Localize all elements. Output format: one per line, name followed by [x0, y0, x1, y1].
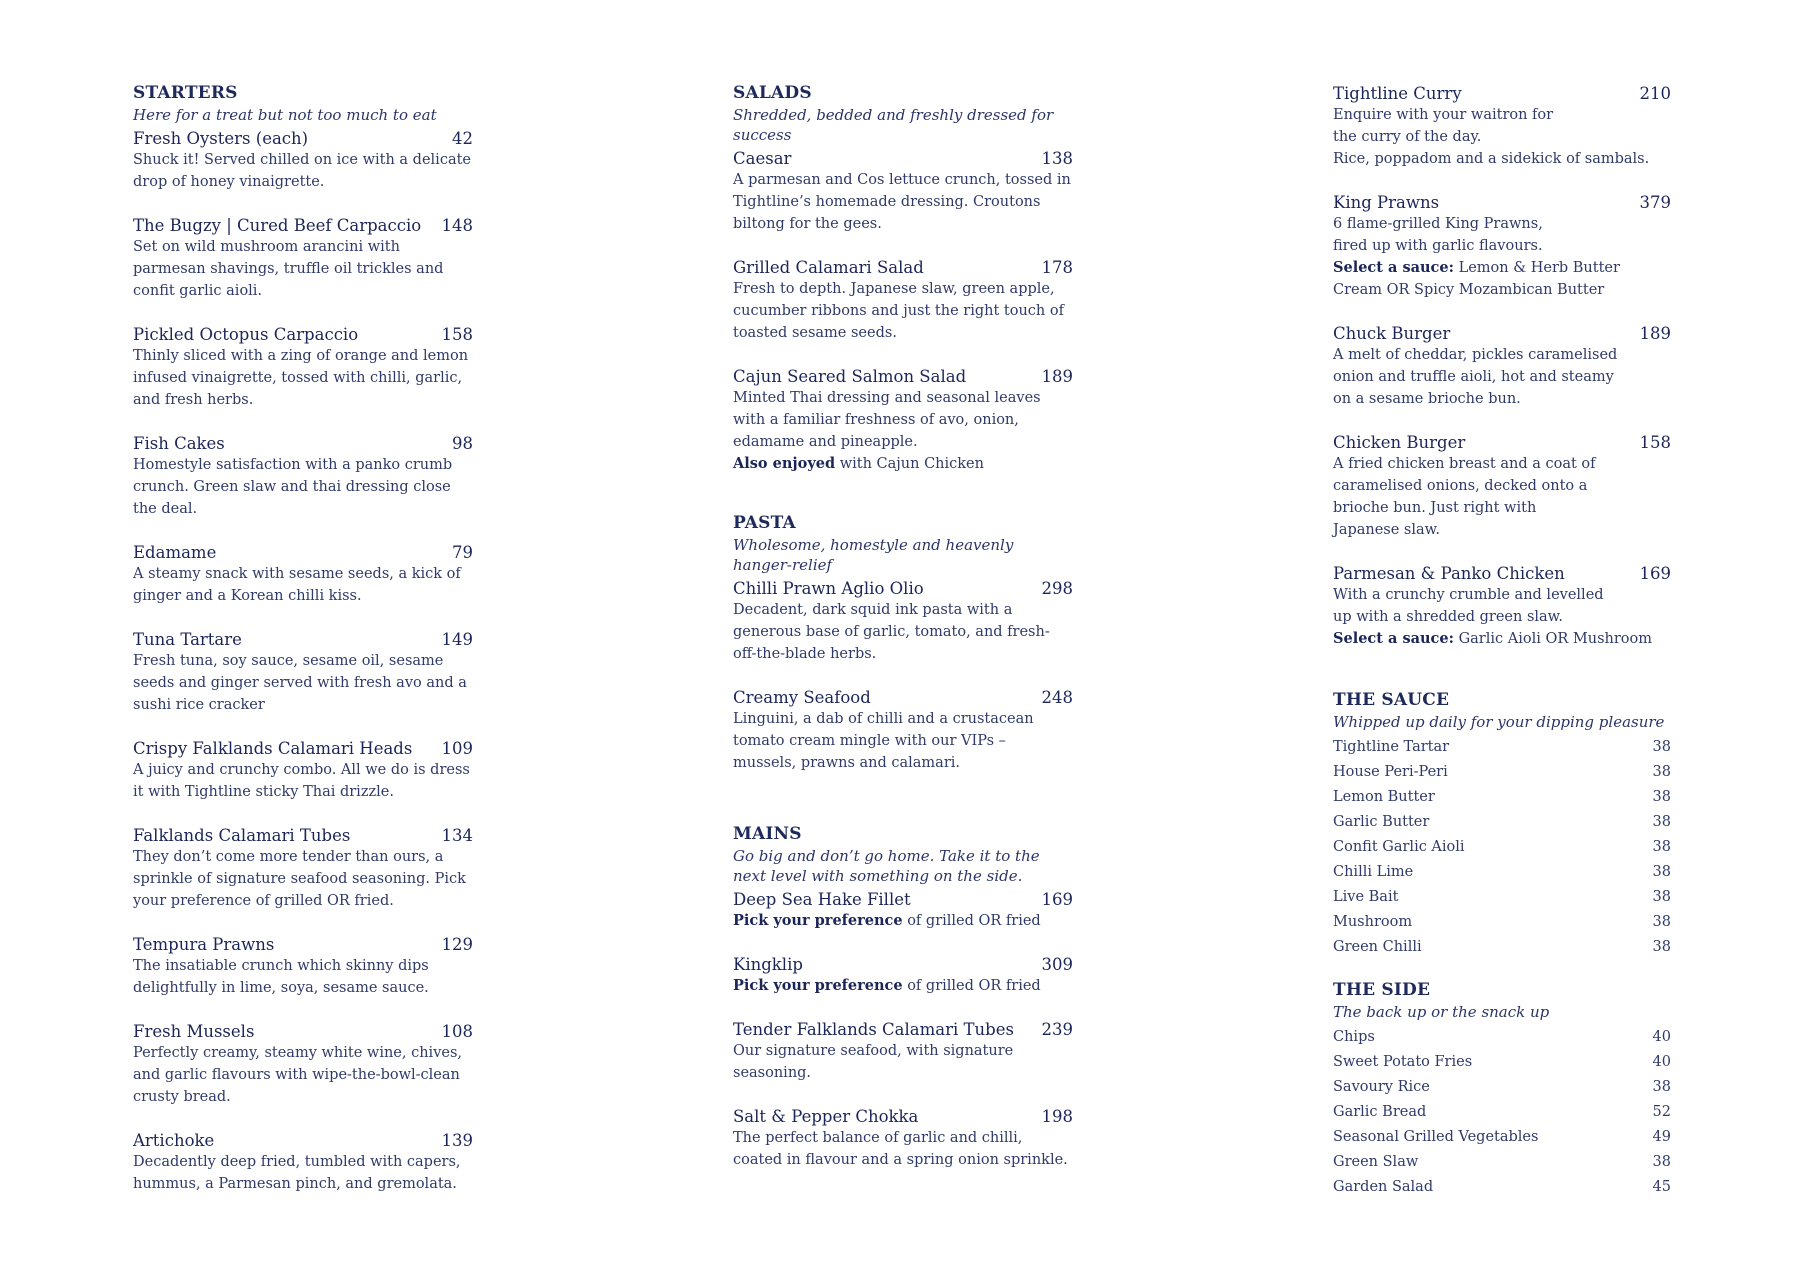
item-price: 309	[1041, 955, 1073, 974]
item-description: A melt of cheddar, pickles caramelised onion and truffle aioli, hot and steamy on a sesame brioche bun.	[1333, 347, 1618, 407]
list-item	[1333, 785, 1671, 810]
item-price: 38	[1652, 739, 1671, 755]
section-subtitle: Whipped up daily for your dipping pleasure	[1333, 713, 1665, 731]
item-price: 49	[1652, 1129, 1671, 1145]
menu-item	[733, 687, 1073, 774]
section-subtitle: Go big and don’t go home. Take it to the next level with something on the side.	[733, 847, 1040, 885]
menu-item	[733, 148, 1073, 235]
section-title: THE SAUCE	[1333, 690, 1450, 710]
item-price: 178	[1041, 258, 1073, 277]
item-name: Chilli Lime	[1333, 864, 1414, 880]
list-item	[1333, 910, 1671, 935]
item-price: 169	[1639, 564, 1671, 583]
item-description: The perfect balance of garlic and chilli, coated in flavour and a spring onion sprinkle.	[733, 1130, 1068, 1168]
list-item	[1333, 735, 1671, 760]
item-name: Fresh Mussels	[133, 1022, 255, 1041]
item-name: Chilli Prawn Aglio Olio	[733, 579, 924, 598]
item-name: Falklands Calamari Tubes	[133, 826, 351, 845]
item-name: Fish Cakes	[133, 434, 225, 453]
menu-item	[133, 215, 473, 302]
list-item	[1333, 1025, 1671, 1050]
note-text: Garlic Aioli OR Mushroom	[1453, 631, 1652, 647]
item-description: A fried chicken breast and a coat of caramelised onions, decked onto a brioche bun. Just right with Japanese slaw.	[1333, 456, 1596, 538]
list-item	[1333, 810, 1671, 835]
item-name: Chuck Burger	[1333, 324, 1451, 343]
menu-item	[133, 1130, 473, 1195]
note-text: of grilled OR fried	[902, 978, 1041, 994]
item-name: Artichoke	[133, 1131, 215, 1150]
note-label: Pick your preference	[733, 977, 903, 994]
item-name: Tightline Curry	[1333, 84, 1462, 103]
note-label: Pick your preference	[733, 912, 903, 929]
item-price: 38	[1652, 939, 1671, 955]
menu-item	[733, 257, 1073, 344]
menu-item	[133, 128, 473, 193]
item-price: 189	[1041, 367, 1073, 386]
menu-item	[133, 1021, 473, 1108]
item-name: Garden Salad	[1333, 1179, 1434, 1195]
item-description: 6 flame-grilled King Prawns, fired up with garlic flavours.	[1333, 216, 1543, 254]
item-price: 149	[441, 630, 473, 649]
item-description: The insatiable crunch which skinny dips delightfully in lime, soya, sesame sauce.	[133, 958, 429, 996]
item-description: Minted Thai dressing and seasonal leaves with a familiar freshness of avo, onion, edamame and pineapple.	[733, 390, 1041, 450]
section-subtitle: The back up or the snack up	[1333, 1003, 1550, 1021]
item-description: Enquire with your waitron for the curry of the day.	[1333, 107, 1554, 145]
item-name: Edamame	[133, 543, 217, 562]
section-title: STARTERS	[133, 83, 238, 103]
item-description: Linguini, a dab of chilli and a crustacean tomato cream mingle with our VIPs – mussels, prawns and calamari.	[733, 711, 1034, 771]
item-name: Tuna Tartare	[133, 630, 242, 649]
item-name: Confit Garlic Aioli	[1333, 839, 1465, 855]
menu-item	[1333, 192, 1671, 301]
item-price: 40	[1652, 1054, 1671, 1070]
item-description: Set on wild mushroom arancini with parmesan shavings, truffle oil trickles and confit garlic aioli.	[133, 239, 444, 299]
item-note	[733, 975, 1073, 997]
item-price: 138	[1041, 149, 1073, 168]
item-price: 38	[1652, 839, 1671, 855]
item-description: Perfectly creamy, steamy white wine, chives, and garlic flavours with wipe-the-bowl-clean crusty bread.	[133, 1045, 463, 1105]
item-price: 248	[1041, 688, 1073, 707]
menu-item	[733, 889, 1073, 932]
note-text: of grilled OR fried	[902, 913, 1041, 929]
item-name: Garlic Bread	[1333, 1104, 1427, 1120]
menu-item	[133, 738, 473, 803]
item-name: Salt & Pepper Chokka	[733, 1107, 919, 1126]
menu-item	[733, 1106, 1073, 1171]
column-starters	[133, 83, 473, 1195]
item-description: A parmesan and Cos lettuce crunch, tossed in Tightline’s homemade dressing. Croutons biltong for the gees.	[733, 172, 1071, 232]
item-name: House Peri-Peri	[1333, 764, 1448, 780]
item-name: Crispy Falklands Calamari Heads	[133, 739, 413, 758]
item-name: Green Slaw	[1333, 1154, 1419, 1170]
item-description-extra: Rice, poppadom and a sidekick of sambals.	[1333, 151, 1650, 167]
item-note	[733, 453, 1073, 475]
section-title: SALADS	[733, 83, 812, 103]
item-price: 38	[1652, 814, 1671, 830]
section-pasta	[733, 513, 1073, 774]
item-name: Pickled Octopus Carpaccio	[133, 325, 359, 344]
item-name: Tender Falklands Calamari Tubes	[733, 1020, 1014, 1039]
list-item	[1333, 1050, 1671, 1075]
item-note	[1333, 257, 1671, 301]
item-price: 158	[1639, 433, 1671, 452]
item-description: Shuck it! Served chilled on ice with a delicate drop of honey vinaigrette.	[133, 152, 471, 190]
menu-item	[733, 366, 1073, 475]
section-title: PASTA	[733, 513, 796, 533]
item-price: 52	[1652, 1104, 1671, 1120]
note-label: Also enjoyed	[733, 455, 836, 472]
list-item	[1333, 885, 1671, 910]
item-price: 298	[1041, 579, 1073, 598]
item-name: Garlic Butter	[1333, 814, 1430, 830]
item-price: 139	[441, 1131, 473, 1150]
section-sauce	[1333, 690, 1671, 960]
item-price: 45	[1652, 1179, 1671, 1195]
menu-item	[1333, 83, 1671, 170]
item-name: The Bugzy | Cured Beef Carpaccio	[133, 216, 422, 235]
item-price: 169	[1041, 890, 1073, 909]
item-description: They don’t come more tender than ours, a sprinkle of signature seafood seasoning. Pick your preference of grilled OR fried.	[133, 849, 466, 909]
item-price: 189	[1639, 324, 1671, 343]
list-item	[1333, 935, 1671, 960]
section-title: MAINS	[733, 824, 802, 844]
item-description: Decadent, dark squid ink pasta with a generous base of garlic, tomato, and fresh-off-the-blade herbs.	[733, 602, 1050, 662]
menu-item	[133, 542, 473, 607]
item-description: With a crunchy crumble and levelled up with a shredded green slaw.	[1333, 587, 1604, 625]
item-name: Cajun Seared Salmon Salad	[733, 367, 967, 386]
item-price: 210	[1639, 84, 1671, 103]
list-item	[1333, 760, 1671, 785]
column-salads-pasta-mains	[733, 83, 1073, 1171]
item-name: King Prawns	[1333, 193, 1440, 212]
menu-item	[1333, 432, 1671, 541]
item-price: 98	[452, 434, 473, 453]
item-name: Fresh Oysters (each)	[133, 129, 309, 148]
menu-item	[1333, 323, 1671, 410]
item-description: A juicy and crunchy combo. All we do is dress it with Tightline sticky Thai drizzle.	[133, 762, 470, 800]
list-item	[1333, 1150, 1671, 1175]
menu-item	[733, 578, 1073, 665]
item-description: Fresh to depth. Japanese slaw, green apple, cucumber ribbons and just the right touch of toasted sesame seeds.	[733, 281, 1064, 341]
menu-item	[733, 954, 1073, 997]
item-name: Green Chilli	[1333, 939, 1422, 955]
item-name: Live Bait	[1333, 889, 1399, 905]
item-description: Fresh tuna, soy sauce, sesame oil, sesame seeds and ginger served with fresh avo and a sushi rice cracker	[133, 653, 467, 713]
item-name: Tempura Prawns	[133, 935, 275, 954]
section-title: THE SIDE	[1333, 980, 1431, 1000]
list-item	[1333, 860, 1671, 885]
column-mains-sauce-side	[1333, 83, 1671, 1200]
section-salads	[733, 83, 1073, 475]
item-price: 379	[1639, 193, 1671, 212]
section-subtitle: Wholesome, homestyle and heavenly hanger-relief	[733, 536, 1014, 574]
item-price: 109	[441, 739, 473, 758]
list-item	[1333, 835, 1671, 860]
item-price: 38	[1652, 1154, 1671, 1170]
sauce-list	[1333, 735, 1671, 960]
item-price: 42	[452, 129, 473, 148]
section-mains	[733, 824, 1073, 1171]
item-description: Homestyle satisfaction with a panko crumb crunch. Green slaw and thai dressing close the deal.	[133, 457, 453, 517]
item-name: Tightline Tartar	[1333, 739, 1450, 755]
menu-item	[133, 433, 473, 520]
menu-item	[133, 629, 473, 716]
item-price: 134	[441, 826, 473, 845]
section-subtitle: Here for a treat but not too much to eat	[133, 106, 437, 124]
side-list	[1333, 1025, 1671, 1200]
section-side	[1333, 980, 1671, 1200]
item-name: Savoury Rice	[1333, 1079, 1430, 1095]
section-mains-continued	[1333, 83, 1671, 650]
item-price: 129	[441, 935, 473, 954]
item-price: 38	[1652, 914, 1671, 930]
item-name: Parmesan & Panko Chicken	[1333, 564, 1565, 583]
section-subtitle: Shredded, bedded and freshly dressed for success	[733, 106, 1054, 144]
item-name: Kingklip	[733, 955, 803, 974]
item-price: 38	[1652, 889, 1671, 905]
item-price: 158	[441, 325, 473, 344]
note-label: Select a sauce:	[1333, 630, 1454, 647]
item-name: Sweet Potato Fries	[1333, 1054, 1473, 1070]
item-price: 38	[1652, 1079, 1671, 1095]
item-price: 239	[1041, 1020, 1073, 1039]
menu-item	[133, 825, 473, 912]
note-label: Select a sauce:	[1333, 259, 1454, 276]
menu-item	[1333, 563, 1671, 650]
menu-item	[733, 1019, 1073, 1084]
item-name: Creamy Seafood	[733, 688, 871, 707]
menu-item	[133, 324, 473, 411]
item-price: 79	[452, 543, 473, 562]
list-item	[1333, 1125, 1671, 1150]
item-name: Chicken Burger	[1333, 433, 1466, 452]
item-price: 108	[441, 1022, 473, 1041]
item-name: Mushroom	[1333, 914, 1413, 930]
item-description: Our signature seafood, with signature seasoning.	[733, 1043, 1014, 1081]
note-text: Lemon & Herb Butter Cream OR Spicy Mozambican Butter	[1333, 260, 1620, 298]
item-name: Caesar	[733, 149, 792, 168]
item-price: 40	[1652, 1029, 1671, 1045]
item-description: Decadently deep fried, tumbled with capers, hummus, a Parmesan pinch, and gremolata.	[133, 1154, 461, 1192]
item-name: Grilled Calamari Salad	[733, 258, 924, 277]
item-name: Seasonal Grilled Vegetables	[1333, 1129, 1539, 1145]
section-starters	[133, 83, 473, 1195]
list-item	[1333, 1175, 1671, 1200]
item-name: Chips	[1333, 1029, 1375, 1045]
item-name: Lemon Butter	[1333, 789, 1435, 805]
item-name: Deep Sea Hake Fillet	[733, 890, 911, 909]
item-note	[1333, 628, 1671, 650]
item-price: 38	[1652, 864, 1671, 880]
list-item	[1333, 1100, 1671, 1125]
item-description: A steamy snack with sesame seeds, a kick of ginger and a Korean chilli kiss.	[133, 566, 461, 604]
list-item	[1333, 1075, 1671, 1100]
item-price: 38	[1652, 789, 1671, 805]
item-price: 38	[1652, 764, 1671, 780]
item-price: 148	[441, 216, 473, 235]
item-note	[733, 910, 1073, 932]
item-price: 198	[1041, 1107, 1073, 1126]
item-description: Thinly sliced with a zing of orange and lemon infused vinaigrette, tossed with chilli, garlic, and fresh herbs.	[133, 348, 469, 408]
menu-item	[133, 934, 473, 999]
note-text: with Cajun Chicken	[835, 456, 984, 472]
